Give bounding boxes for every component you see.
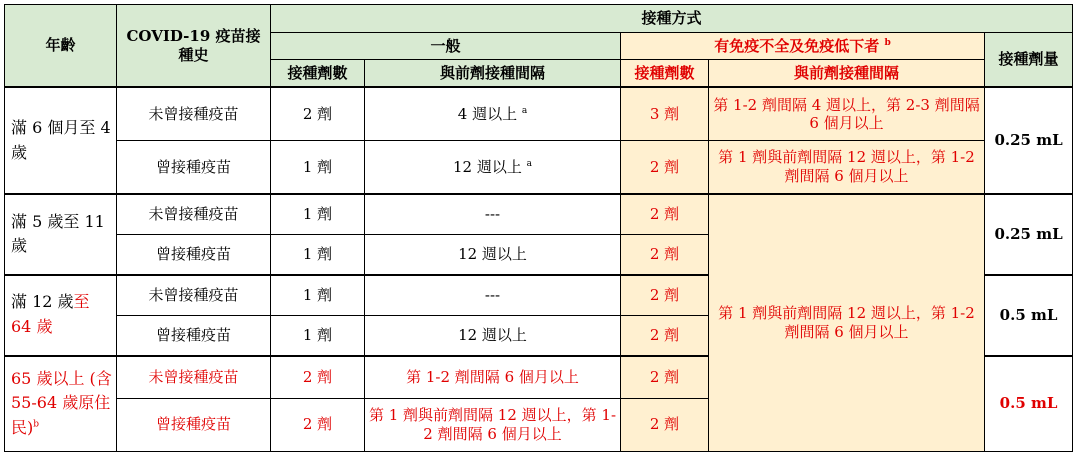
header-immuno <box>621 32 985 60</box>
immuno-interval-cell: 第 1 劑與前劑間隔 12 週以上，第 1-2 劑間隔 6 個月以上 <box>709 141 985 194</box>
age-group-3 <box>5 275 117 356</box>
volume-cell: 0.5 mL <box>985 356 1073 452</box>
volume-cell: 0.25 mL <box>985 87 1073 193</box>
interval-cell: --- <box>365 275 621 315</box>
age-group-4-text: 65 歲以上 (含 55-64 歲原住民) <box>11 368 112 438</box>
header-immuno-sup: b <box>884 37 891 48</box>
interval-sup: a <box>526 158 532 169</box>
history-cell: 未曾接種疫苗 <box>117 275 271 315</box>
interval-cell: 12 週以上 <box>365 315 621 355</box>
immuno-doses-cell: 2 劑 <box>621 141 709 194</box>
doses-cell: 1 劑 <box>271 141 365 194</box>
interval-text: 4 週以上 <box>457 104 518 123</box>
header-doses: 接種劑數 <box>271 60 365 88</box>
doses-cell: 1 劑 <box>271 315 365 355</box>
header-method: 接種方式 <box>271 5 1073 33</box>
header-history <box>117 5 271 88</box>
interval-text: 12 週以上 <box>452 157 522 176</box>
age-group-1: 滿 6 個月至 4 歲 <box>5 87 117 193</box>
header-interval-immuno: 與前劑接種間隔 <box>709 60 985 88</box>
age-group-3-red: 至 64 歲 <box>11 292 90 337</box>
history-cell: 曾接種疫苗 <box>117 141 271 194</box>
doses-cell: 2 劑 <box>271 87 365 140</box>
interval-cell <box>365 87 621 140</box>
history-cell: 曾接種疫苗 <box>117 398 271 451</box>
interval-cell <box>365 141 621 194</box>
interval-cell: --- <box>365 194 621 234</box>
doses-cell: 1 劑 <box>271 194 365 234</box>
immuno-interval-cell: 第 1-2 劑間隔 4 週以上，第 2-3 劑間隔 6 個月以上 <box>709 87 985 140</box>
doses-cell: 2 劑 <box>271 398 365 451</box>
immuno-doses-cell: 3 劑 <box>621 87 709 140</box>
doses-cell: 1 劑 <box>271 275 365 315</box>
vaccine-schedule-table <box>4 4 1073 452</box>
header-age: 年齡 <box>5 5 117 88</box>
history-cell: 未曾接種疫苗 <box>117 194 271 234</box>
header-doses-immuno: 接種劑數 <box>621 60 709 88</box>
age-group-4-sup: b <box>33 419 40 430</box>
interval-cell: 第 1 劑與前劑間隔 12 週以上，第 1-2 劑間隔 6 個月以上 <box>365 398 621 451</box>
header-general: 一般 <box>271 32 621 60</box>
volume-cell: 0.5 mL <box>985 275 1073 356</box>
age-group-3-black: 滿 12 歲 <box>11 292 74 312</box>
immuno-doses-cell: 2 劑 <box>621 234 709 274</box>
interval-cell: 第 1-2 劑間隔 6 個月以上 <box>365 356 621 399</box>
interval-sup: a <box>521 105 528 116</box>
header-immuno-text: 有免疫不全及免疫低下者 <box>714 36 880 55</box>
doses-cell: 1 劑 <box>271 234 365 274</box>
header-interval: 與前劑接種間隔 <box>365 60 621 88</box>
immuno-doses-cell: 2 劑 <box>621 315 709 355</box>
immuno-interval-merged: 第 1 劑與前劑間隔 12 週以上，第 1-2 劑間隔 6 個月以上 <box>709 194 985 452</box>
immuno-doses-cell: 2 劑 <box>621 356 709 399</box>
immuno-doses-cell: 2 劑 <box>621 194 709 234</box>
doses-cell: 2 劑 <box>271 356 365 399</box>
immuno-doses-cell: 2 劑 <box>621 275 709 315</box>
age-group-2: 滿 5 歲至 11 歲 <box>5 194 117 275</box>
history-cell: 未曾接種疫苗 <box>117 87 271 140</box>
volume-cell: 0.25 mL <box>985 194 1073 275</box>
header-history-text: COVID-19 疫苗接種史 <box>126 26 261 64</box>
immuno-doses-cell: 2 劑 <box>621 398 709 451</box>
interval-cell: 12 週以上 <box>365 234 621 274</box>
history-cell: 曾接種疫苗 <box>117 315 271 355</box>
age-group-4 <box>5 356 117 452</box>
header-dose-volume: 接種劑量 <box>985 32 1073 87</box>
history-cell: 未曾接種疫苗 <box>117 356 271 399</box>
history-cell: 曾接種疫苗 <box>117 234 271 274</box>
